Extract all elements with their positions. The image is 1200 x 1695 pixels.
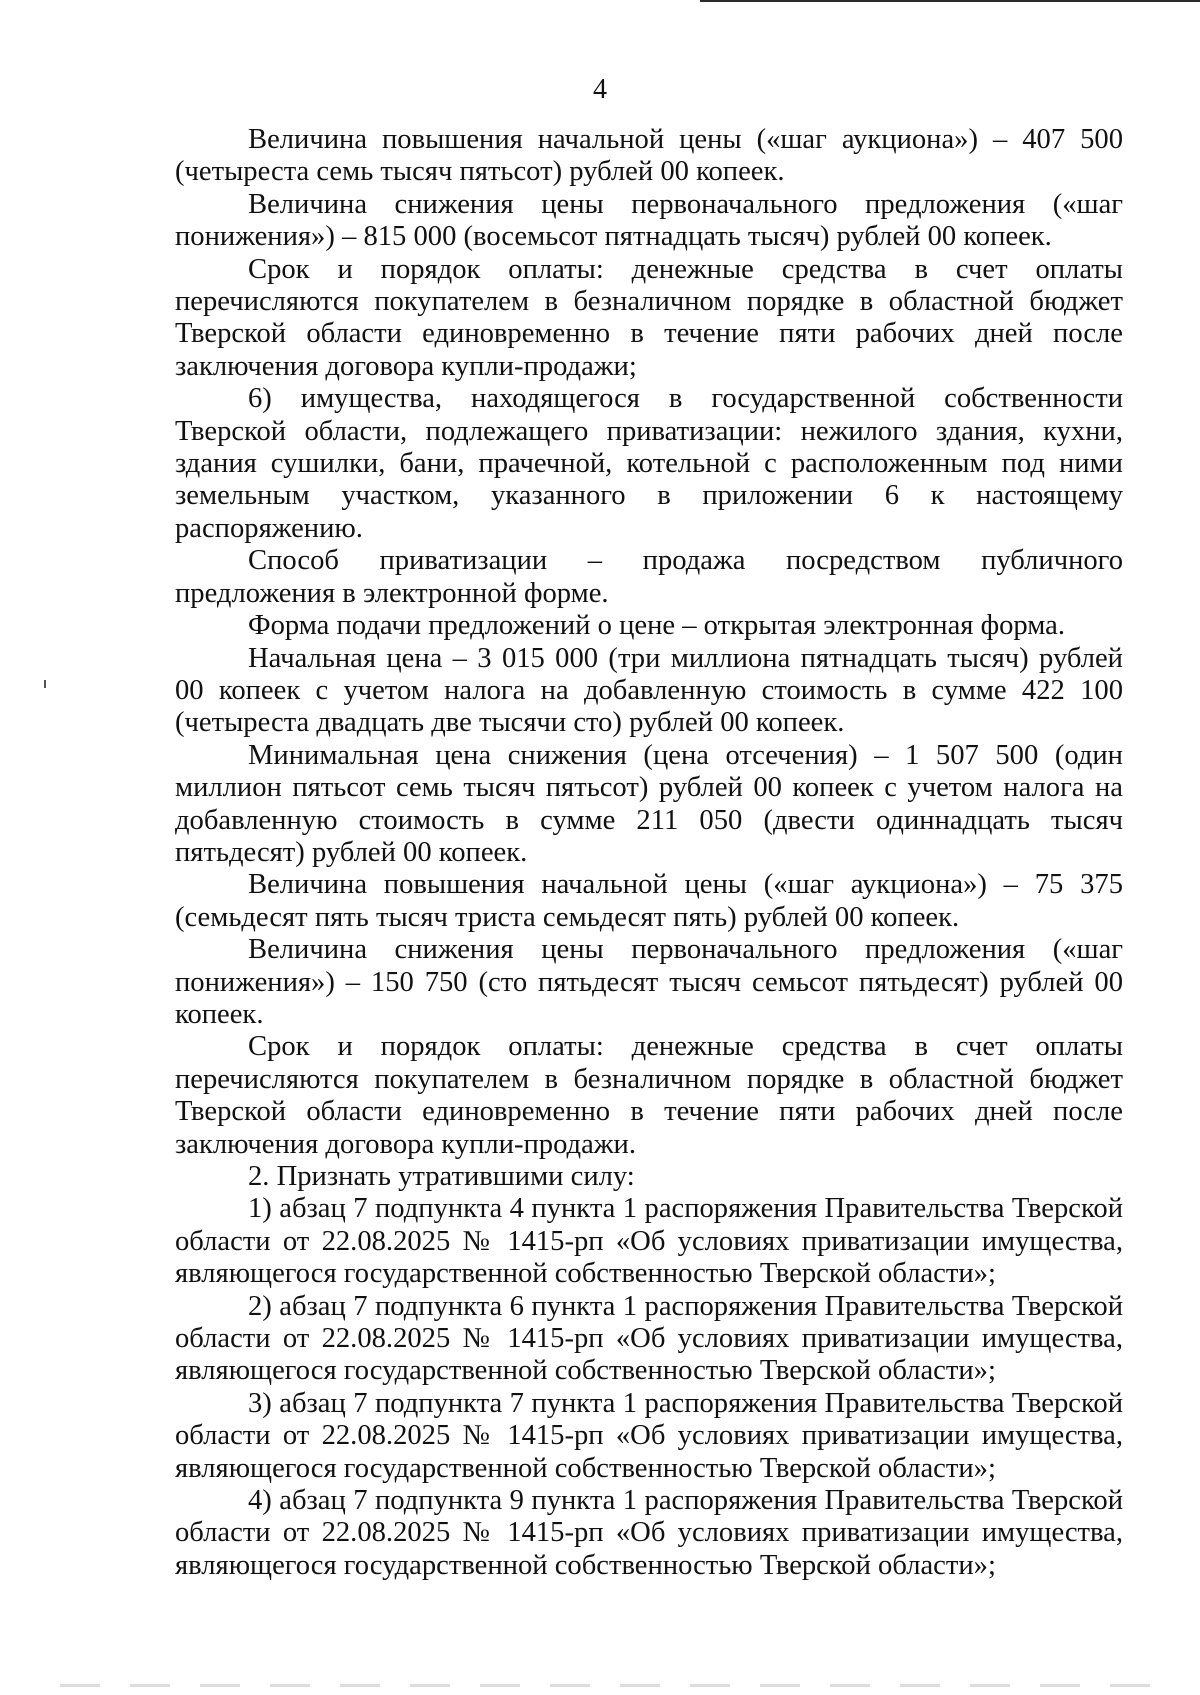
paragraph-section-2-heading: 2. Признать утратившими силу: xyxy=(248,1161,635,1192)
paragraph-reduction-step-2: Величина снижения цены первоначального предложения («шаг понижения») – 150 750 (сто пятьдесят тысяч семьсот пятьдесят) рублей 00 копеек. xyxy=(175,934,1123,1030)
paragraph-payment-terms-1: Срок и порядок оплаты: денежные средства в счет оплаты перечисляются покупателем в безналичном порядке в областной бюджет Тверской области единовременно в течение пяти рабочих дней после заключения договора купли-продажи; xyxy=(175,253,1123,382)
paragraph-reduction-step-1: Величина снижения цены первоначального предложения («шаг понижения») – 815 000 (восемьсот пятнадцать тысяч) рублей 00 копеек. xyxy=(175,188,1123,253)
paragraph-auction-step-1: Величина повышения начальной цены («шаг аукциона») – 407 500 (четыреста семь тысяч пятьсот) рублей 00 копеек. xyxy=(175,124,1123,188)
paragraph-property-item-6: 6) имущества, находящегося в государственной собственности Тверской области, подлежащего приватизации: нежилого здания, кухни, здания сушилки, бани, прачечной, котельной с расположенным под ними земельным участком, указанного в приложении 6 к настоящему распоряжению. xyxy=(175,383,1123,544)
scan-edge-line xyxy=(700,0,1200,2)
paragraph-payment-terms-2: Срок и порядок оплаты: денежные средства в счет оплаты перечисляются покупателем в безналичном порядке в областной бюджет Тверской области единовременно в течение пяти рабочих дней после заключения договора купли-продажи. xyxy=(175,1031,1123,1160)
paragraph-auction-step-2: Величина повышения начальной цены («шаг аукциона») – 75 375 (семьдесят пять тысяч триста семьдесят пять) рублей 00 копеек. xyxy=(175,869,1123,933)
paragraph-privatization-method: Способ приватизации – продажа посредством публичного предложения в электронной форме. xyxy=(175,545,1123,609)
document-body xyxy=(175,124,1123,1582)
paragraph-repeal-item-2: 2) абзац 7 подпункта 6 пункта 1 распоряжения Правительства Тверской области от 22.08.2025 № 1415-рп «Об условиях приватизации имущества, являющегося государственной собственностью Тверской области»; xyxy=(175,1290,1123,1387)
paragraph-repeal-item-1: 1) абзац 7 подпункта 4 пункта 1 распоряжения Правительства Тверской области от 22.08.2025 № 1415-рп «Об условиях приватизации имущества, являющегося государственной собственностью Тверской области»; xyxy=(175,1193,1123,1290)
scan-speck xyxy=(44,680,46,688)
paragraph-minimum-price: Минимальная цена снижения (цена отсечения) – 1 507 500 (один миллион пятьсот семь тысяч пятьсот) рублей 00 копеек с учетом налога на добавленную стоимость в сумме 211 050 (двести одиннадцать тысяч пятьдесят) рублей 00 копеек. xyxy=(175,739,1123,868)
paragraph-repeal-item-3: 3) абзац 7 подпункта 7 пункта 1 распоряжения Правительства Тверской области от 22.08.2025 № 1415-рп «Об условиях приватизации имущества, являющегося государственной собственностью Тверской области»; xyxy=(175,1387,1123,1484)
scan-bottom-edge xyxy=(60,1684,1160,1687)
paragraph-repeal-item-4: 4) абзац 7 подпункта 9 пункта 1 распоряжения Правительства Тверской области от 22.08.2025 № 1415-рп «Об условиях приватизации имущества, являющегося государственной собственностью Тверской области»; xyxy=(175,1485,1123,1581)
page-number: 4 xyxy=(593,74,607,105)
paragraph-initial-price: Начальная цена – 3 015 000 (три миллиона пятнадцать тысяч) рублей 00 копеек с учетом налога на добавленную стоимость в сумме 422 100 (четыреста двадцать две тысячи сто) рублей 00 копеек. xyxy=(175,642,1123,739)
paragraph-bid-form: Форма подачи предложений о цене – открытая электронная форма. xyxy=(248,610,1066,642)
